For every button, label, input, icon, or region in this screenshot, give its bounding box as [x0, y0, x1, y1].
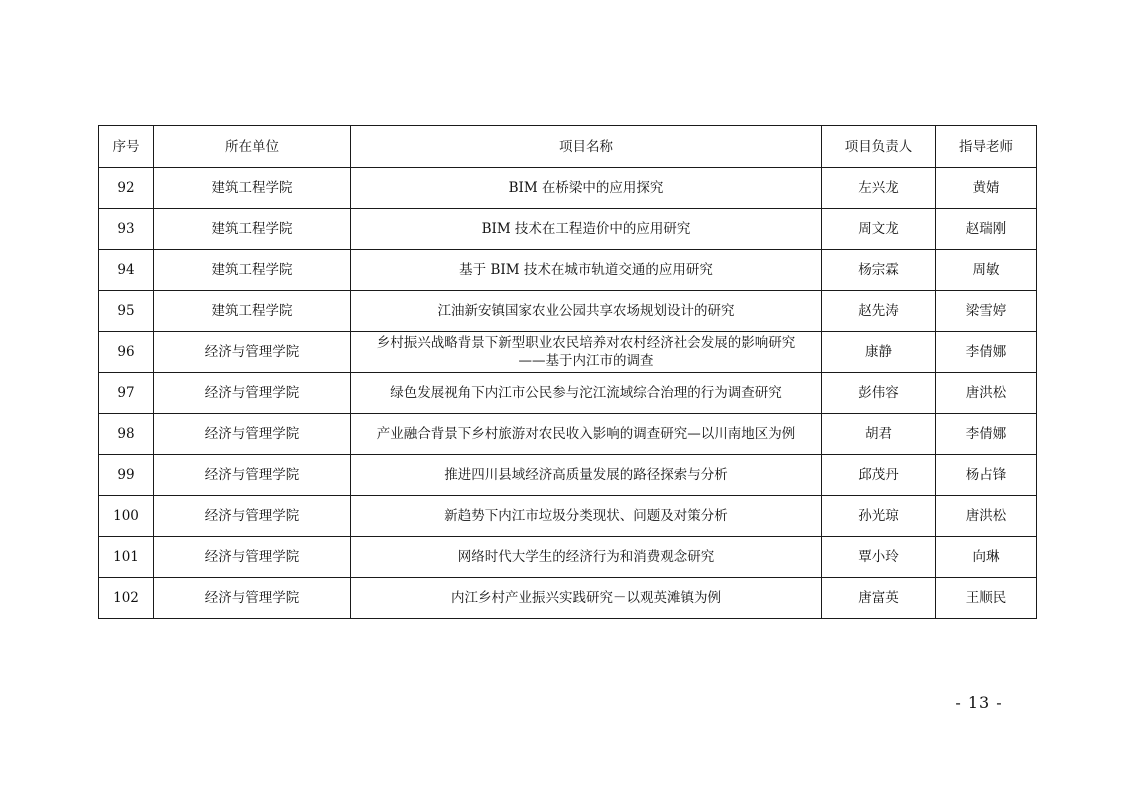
header-unit: 所在单位	[154, 126, 351, 168]
cell-project-lead: 左兴龙	[822, 168, 936, 209]
cell-no: 99	[99, 455, 154, 496]
table-row	[99, 332, 1037, 373]
cell-unit: 经济与管理学院	[154, 414, 351, 455]
project-title: BIM 在桥梁中的应用探究	[508, 180, 664, 196]
cell-project-lead: 邱茂丹	[822, 455, 936, 496]
table-row	[99, 209, 1037, 250]
cell-no: 95	[99, 291, 154, 332]
table-body	[99, 168, 1037, 619]
cell-no: 93	[99, 209, 154, 250]
cell-unit: 经济与管理学院	[154, 496, 351, 537]
cell-project-lead: 覃小玲	[822, 537, 936, 578]
project-subtitle: ——基于内江市的调查	[518, 353, 654, 369]
cell-project-lead: 周文龙	[822, 209, 936, 250]
cell-advisor: 黄婧	[936, 168, 1037, 209]
header-no: 序号	[99, 126, 154, 168]
cell-advisor: 李倩娜	[936, 332, 1037, 373]
cell-project-lead: 彭伟容	[822, 373, 936, 414]
cell-unit: 建筑工程学院	[154, 209, 351, 250]
project-title: BIM 技术在工程造价中的应用研究	[481, 221, 691, 237]
table-row	[99, 537, 1037, 578]
cell-no: 97	[99, 373, 154, 414]
cell-unit: 建筑工程学院	[154, 168, 351, 209]
cell-advisor: 赵瑞刚	[936, 209, 1037, 250]
cell-project-name	[351, 209, 822, 250]
cell-project-name	[351, 250, 822, 291]
table-row	[99, 250, 1037, 291]
cell-advisor: 向琳	[936, 537, 1037, 578]
cell-project-name	[351, 496, 822, 537]
cell-no: 92	[99, 168, 154, 209]
cell-advisor: 李倩娜	[936, 414, 1037, 455]
cell-project-lead: 胡君	[822, 414, 936, 455]
cell-advisor: 唐洪松	[936, 373, 1037, 414]
table-row	[99, 414, 1037, 455]
project-table	[98, 125, 1037, 619]
cell-advisor: 王顺民	[936, 578, 1037, 619]
header-project-lead: 项目负责人	[822, 126, 936, 168]
cell-project-name	[351, 373, 822, 414]
cell-no: 102	[99, 578, 154, 619]
cell-unit: 经济与管理学院	[154, 332, 351, 373]
cell-no: 94	[99, 250, 154, 291]
cell-project-name	[351, 168, 822, 209]
project-title: 新趋势下内江市垃圾分类现状、问题及对策分析	[444, 508, 728, 524]
table-row	[99, 291, 1037, 332]
cell-advisor: 杨占锋	[936, 455, 1037, 496]
table-row	[99, 455, 1037, 496]
project-title: 内江乡村产业振兴实践研究－以观英滩镇为例	[451, 590, 721, 606]
project-title: 江油新安镇国家农业公园共享农场规划设计的研究	[437, 303, 735, 319]
project-title: 基于 BIM 技术在城市轨道交通的应用研究	[459, 262, 713, 278]
cell-project-lead: 康静	[822, 332, 936, 373]
cell-project-lead: 杨宗霖	[822, 250, 936, 291]
page-number: - 13 -	[955, 693, 1003, 712]
cell-unit: 建筑工程学院	[154, 291, 351, 332]
cell-project-name	[351, 414, 822, 455]
cell-project-name	[351, 578, 822, 619]
cell-no: 96	[99, 332, 154, 373]
project-title: 产业融合背景下乡村旅游对农民收入影响的调查研究—以川南地区为例	[376, 426, 796, 442]
cell-project-name	[351, 455, 822, 496]
cell-no: 101	[99, 537, 154, 578]
cell-unit: 建筑工程学院	[154, 250, 351, 291]
table-row	[99, 373, 1037, 414]
cell-project-name	[351, 332, 822, 373]
cell-unit: 经济与管理学院	[154, 578, 351, 619]
project-title: 网络时代大学生的经济行为和消费观念研究	[457, 549, 715, 565]
cell-advisor: 唐洪松	[936, 496, 1037, 537]
table-row	[99, 168, 1037, 209]
header-row	[99, 126, 1037, 168]
cell-unit: 经济与管理学院	[154, 455, 351, 496]
header-advisor: 指导老师	[936, 126, 1037, 168]
cell-no: 98	[99, 414, 154, 455]
table-header	[99, 126, 1037, 168]
project-title: 绿色发展视角下内江市公民参与沱江流域综合治理的行为调查研究	[390, 385, 782, 401]
cell-advisor: 周敏	[936, 250, 1037, 291]
project-title: 推进四川县域经济高质量发展的路径探索与分析	[444, 467, 728, 483]
cell-unit: 经济与管理学院	[154, 537, 351, 578]
cell-unit: 经济与管理学院	[154, 373, 351, 414]
cell-project-lead: 唐富英	[822, 578, 936, 619]
table-row	[99, 578, 1037, 619]
cell-project-lead: 赵先涛	[822, 291, 936, 332]
table-row	[99, 496, 1037, 537]
cell-project-lead: 孙光琼	[822, 496, 936, 537]
cell-project-name	[351, 291, 822, 332]
cell-no: 100	[99, 496, 154, 537]
project-title: 乡村振兴战略背景下新型职业农民培养对农村经济社会发展的影响研究	[376, 335, 796, 351]
cell-advisor: 梁雪婷	[936, 291, 1037, 332]
header-project-name: 项目名称	[351, 126, 822, 168]
cell-project-name	[351, 537, 822, 578]
